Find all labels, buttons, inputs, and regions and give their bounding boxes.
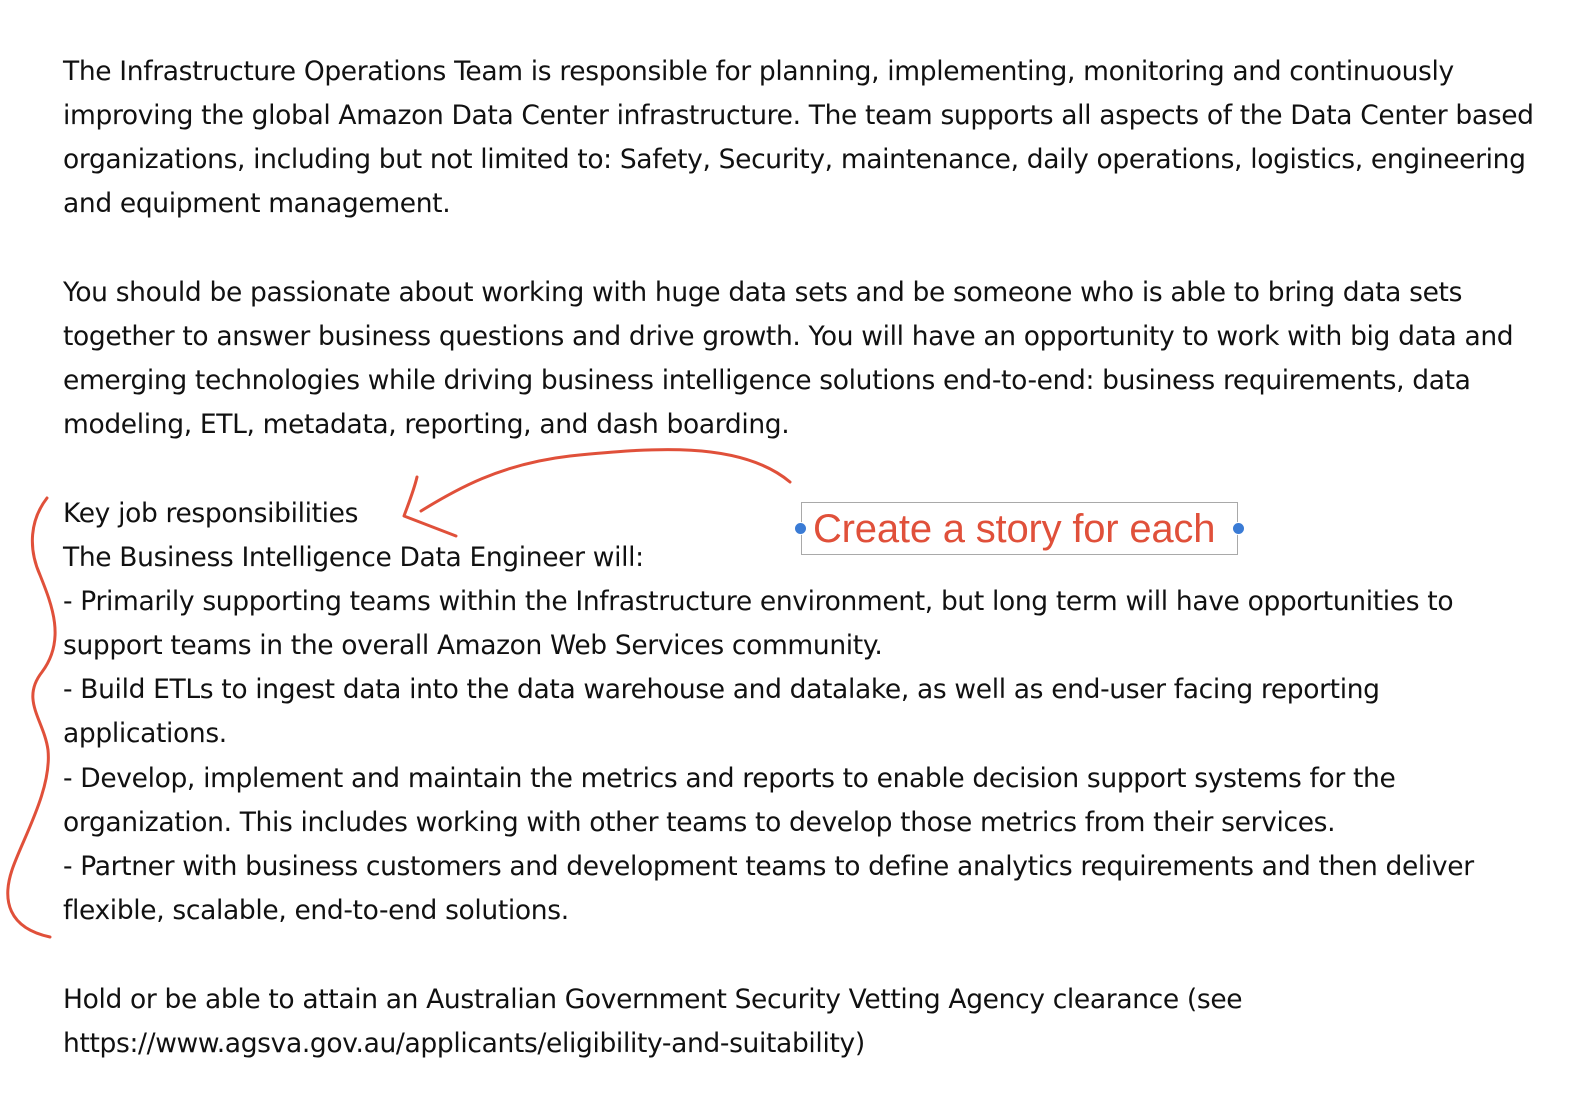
- responsibilities-intro: The Business Intelligence Data Engineer will:: [63, 542, 644, 573]
- text-line: modeling, ETL, metadata, reporting, and dash boarding.: [63, 409, 790, 440]
- responsibility-line: - Primarily supporting teams within the Infrastructure environment, but long term will have opportunities to: [63, 586, 1454, 617]
- text-line: and equipment management.: [63, 188, 451, 219]
- responsibility-line: applications.: [63, 718, 227, 749]
- resize-handle-right[interactable]: [1232, 522, 1245, 535]
- text-line: together to answer business questions and drive growth. You will have an opportunity to work with big data and: [63, 321, 1514, 352]
- text-line: organizations, including but not limited to: Safety, Security, maintenance, daily operations, logistics, engineering: [63, 144, 1526, 175]
- responsibility-line: - Partner with business customers and development teams to define analytics requirements and then deliver: [63, 851, 1474, 882]
- responsibility-line: - Develop, implement and maintain the metrics and reports to enable decision support systems for the: [63, 763, 1396, 794]
- curly-brace-annotation[interactable]: [8, 498, 55, 937]
- text-line: You should be passionate about working with huge data sets and be someone who is able to bring data sets: [63, 277, 1463, 308]
- text-line: The Infrastructure Operations Team is responsible for planning, implementing, monitoring and continuously: [63, 56, 1454, 87]
- responsibility-line: - Build ETLs to ingest data into the data warehouse and datalake, as well as end-user facing reporting: [63, 674, 1380, 705]
- responsibility-line: flexible, scalable, end-to-end solutions.: [63, 895, 569, 926]
- text-line: improving the global Amazon Data Center infrastructure. The team supports all aspects of the Data Center based: [63, 100, 1534, 131]
- responsibility-line: support teams in the overall Amazon Web Services community.: [63, 630, 883, 661]
- annotation-note-text[interactable]: Create a story for each: [813, 507, 1216, 551]
- arrowhead-annotation[interactable]: [404, 477, 456, 536]
- text-line: https://www.agsva.gov.au/applicants/eligibility-and-suitability): [63, 1028, 865, 1059]
- text-line: emerging technologies while driving business intelligence solutions end-to-end: business requirements, data: [63, 365, 1471, 396]
- text-line: Hold or be able to attain an Australian Government Security Vetting Agency clearance (see: [63, 984, 1243, 1015]
- pointer-arrow-annotation[interactable]: [421, 450, 790, 511]
- resize-handle-left[interactable]: [794, 522, 807, 535]
- responsibilities-heading: Key job responsibilities: [63, 498, 359, 529]
- responsibility-line: organization. This includes working with other teams to develop those metrics from their services.: [63, 807, 1336, 838]
